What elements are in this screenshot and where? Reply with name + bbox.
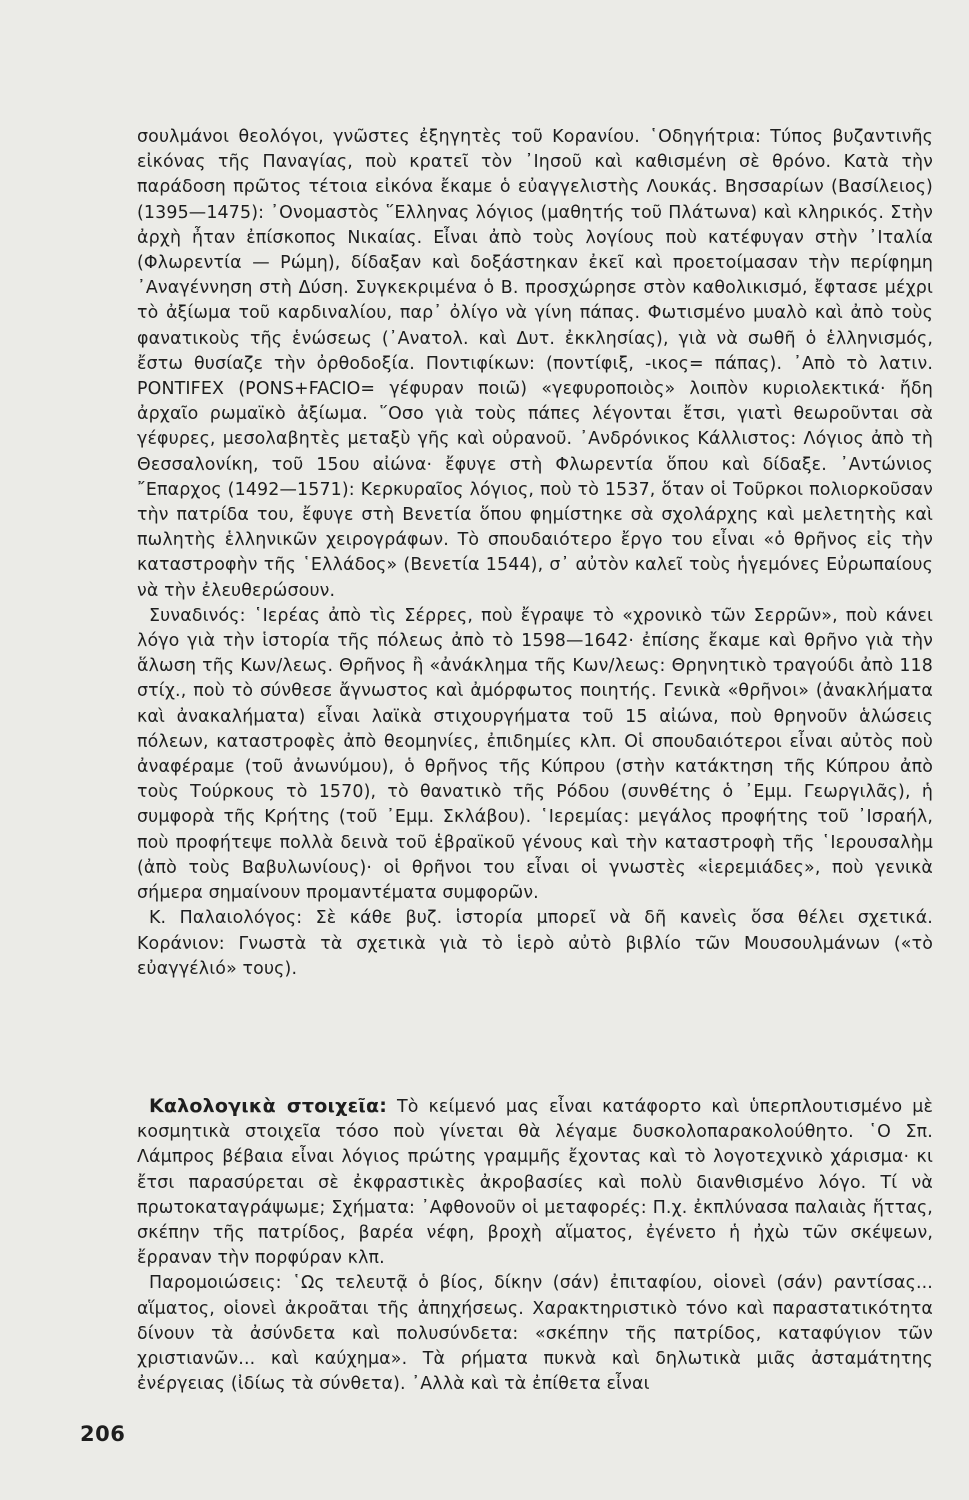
section-paragraph-1-text: Τὸ κείμενό μας εἶναι κατάφορτο καὶ ὑπερπλουτισμένο μὲ κοσμητικὰ στοιχεῖα τόσο ποὺ γίνεται θὰ λέγαμε δυσκολοπαρακολούθητο. ῾Ο Σπ. Λάμπρος βέβαια εἶναι λόγιος πρώτης γραμμῆς ἔχοντας καὶ τὸ λογοτεχνικὸ χάρισμα· κι ἔτσι παρασύρεται σὲ ἐκφραστικὲς ἀκροβασίες καὶ πολὺ διανθισμένο λόγο. Τί νὰ πρωτοκαταγράψωμε; Σχήματα: ᾿Αφθονοῦν οἱ μεταφορές: Π.χ. ἐκπλύνασα παλαιὰς ἥττας, σκέπην τῆς πατρίδος, βαρέα νέφη, βροχὴ αἵματος, ἐγένετο ἡ ἠχὼ τῶν σκέψεων, ἔρραναν τὴν πορφύραν κλπ. xyxy=(137,1097,933,1269)
paragraph-glossary-2: Συναδινός: ῾Ιερέας ἀπὸ τὶς Σέρρες, ποὺ ἔγραψε τὸ «χρονικὸ τῶν Σερρῶν», ποὺ κάνει λόγο γιὰ τὴν ἱστορία τῆς πόλεως ἀπὸ τὸ 1598—1642· ἐπίσης ἔκαμε καὶ θρῆνο γιὰ τὴν ἅλωση τῆς Κων/λεως. Θρῆνος ἢ «ἀνάκλημα τῆς Κων/λεως: Θρηνητικὸ τραγούδι ἀπὸ 118 στίχ., ποὺ τὸ σύνθεσε ἄγνωστος καὶ ἀμόρφωτος ποιητής. Γενικὰ «θρῆνοι» (ἀνακλήματα καὶ ἀνακαλήματα) εἶναι λαϊκὰ στιχουργήματα τοῦ 15 αἰώνα, ποὺ θρηνοῦν ἁλώσεις πόλεων, καταστροφὲς ἀπὸ θεομηνίες, ἐπιδημίες κλπ. Οἱ σπουδαιότεροι εἶναι αὐτὸς ποὺ ἀναφέραμε (τοῦ ἀνωνύμου), ὁ θρῆνος τῆς Κύπρου (στὴν κατάκτηση τῆς Κύπρου ἀπὸ τοὺς Τούρκους τὸ 1570), τὸ θανατικὸ τῆς Ρόδου (συνθέτης ὁ ᾿Εμμ. Γεωργιλᾶς), ἡ συμφορὰ τῆς Κρήτης (τοῦ ᾿Εμμ. Σκλάβου). ῾Ιερεμίας: μεγάλος προφήτης τοῦ ᾿Ισραήλ, ποὺ προφήτεψε πολλὰ δεινὰ τοῦ ἑβραϊκοῦ γένους καὶ τὴν καταστροφὴ τῆς ῾Ιερουσαλὴμ (ἀπὸ τοὺς Βαβυλωνίους)· οἱ θρῆνοι του εἶναι οἱ γνωστὲς «ἱερεμιάδες», ποὺ γενικὰ σήμερα σημαίνουν προμαντέματα συμφορῶν. xyxy=(137,605,933,904)
paragraph-glossary-1: σουλμάνοι θεολόγοι, γνῶστες ἐξηγητὲς τοῦ Κορανίου. ῾Οδηγήτρια: Τύπος βυζαντινῆς εἰκόνας τῆς Παναγίας, ποὺ κρατεῖ τὸν ᾿Ιησοῦ καὶ καθισμένη σὲ θρόνο. Κατὰ τὴν παράδοση πρῶτος τέτοια εἰκόνα ἔκαμε ὁ εὐαγγελιστὴς Λουκάς. Βησσαρίων (Βασίλειος) (1395—1475): ᾿Ονομαστὸς ῞Ελληνας λόγιος (μαθητής τοῦ Πλάτωνα) καὶ κληρικός. Στὴν ἀρχὴ ἦταν ἐπίσκοπος Νικαίας. Εἶναι ἀπὸ τοὺς λογίους ποὺ κατέφυγαν στὴν ᾿Ιταλία (Φλωρεντία — Ρώμη), δίδαξαν καὶ δοξάστηκαν ἐκεῖ καὶ προετοίμασαν τὴν περίφημη ᾿Αναγέννηση στὴ Δύση. Συγκεκριμένα ὁ Β. προσχώρησε στὸν καθολικισμό, ἔφτασε μέχρι τὸ ἀξίωμα τοῦ καρδιναλίου, παρ᾿ ὀλίγο νὰ γίνη πάπας. Φωτισμένο μυαλὸ καὶ ἀπὸ τοὺς φανατικοὺς τῆς ἑνώσεως (᾿Ανατολ. καὶ Δυτ. ἐκκλησίας), γιὰ νὰ σωθῆ ὁ ἑλληνισμός, ἔστω θυσίαζε τὴν ὀρθοδοξία. Ποντιφίκων: (ποντίφιξ, -ικος= πάπας). ᾿Απὸ τὸ λατιν. PONTIFEX (PONS+FACIO= γέφυραν ποιῶ) «γεφυροποιὸς» λοιπὸν κυριολεκτικά· ἤδη ἀρχαῖο ρωμαϊκὸ ἀξίωμα. ῞Οσο γιὰ τοὺς πάπες λέγονται ἔτσι, γιατὶ θεωροῦνται σὰ γέφυρες, μεσολαβητὲς μεταξὺ γῆς καὶ οὐρανοῦ. ᾿Ανδρόνικος Κάλλιστος: Λόγιος ἀπὸ τὴ Θεσσαλονίκη, τοῦ 15ου αἰώνα· ἔφυγε στὴ Φλωρεντία ὅπου καὶ δίδαξε. ᾿Αντώνιος ῎Επαρχος (1492—1571): Κερκυραῖος λόγιος, ποὺ τὸ 1537, ὅταν οἱ Τοῦρκοι πολιορκοῦσαν τὴν πατρίδα του, ἔφυγε στὴ Βενετία ὅπου φημίστηκε σὰ σχολάρχης καὶ μελετητὴς καὶ πωλητὴς ἑλληνικῶν χειρογράφων. Τὸ σπουδαιότερο ἔργο του εἶναι «ὁ θρῆνος εἰς τὴν καταστροφὴν τῆς ῾Ελλάδος» (Βενετία 1544), σ᾿ αὐτὸν καλεῖ τοὺς ἡγεμόνες Εὐρωπαίους νὰ τὴν ἐλευθερώσουν. xyxy=(137,127,933,601)
main-text-block xyxy=(137,125,933,982)
section-paragraph-2: Παρομοιώσεις: ῾Ως τελευτᾷ ὁ βίος, δίκην (σάν) ἐπιταφίου, οἱονεὶ (σάν) ραντίσας... αἵματος, οἱονεὶ ἀκροᾶται τῆς ἀπηχήσεως. Χαρακτηριστικὸ τόνο καὶ παραστατικότητα δίνουν τὰ ἀσύνδετα καὶ πολυσύνδετα: «σκέπην τῆς πατρίδος, καταφύγιον τῶν χριστιανῶν... καὶ καύχημα». Τὰ ρήματα πυκνὰ καὶ δηλωτικὰ μιᾶς ἀσταμάτητης ἐνέργειας (ἰδίως τὰ σύνθετα). ᾿Αλλὰ καὶ τὰ ἐπίθετα εἶναι xyxy=(137,1273,933,1395)
page-number: 206 xyxy=(80,1422,126,1446)
section-paragraph-1 xyxy=(137,1094,933,1271)
paragraph-glossary-3: Κ. Παλαιολόγος: Σὲ κάθε βυζ. ἱστορία μπορεῖ νὰ δῆ κανεὶς ὅσα θέλει σχετικά. Κοράνιον: Γνωστὰ τὰ σχετικὰ γιὰ τὸ ἱερὸ αὐτὸ βιβλίο τῶν Μουσουλμάνων («τὸ εὐαγγέλιό» τους). xyxy=(137,908,933,979)
section-heading: Καλολογικὰ στοιχεῖα: xyxy=(149,1095,388,1117)
stylistic-elements-section xyxy=(137,1094,933,1397)
